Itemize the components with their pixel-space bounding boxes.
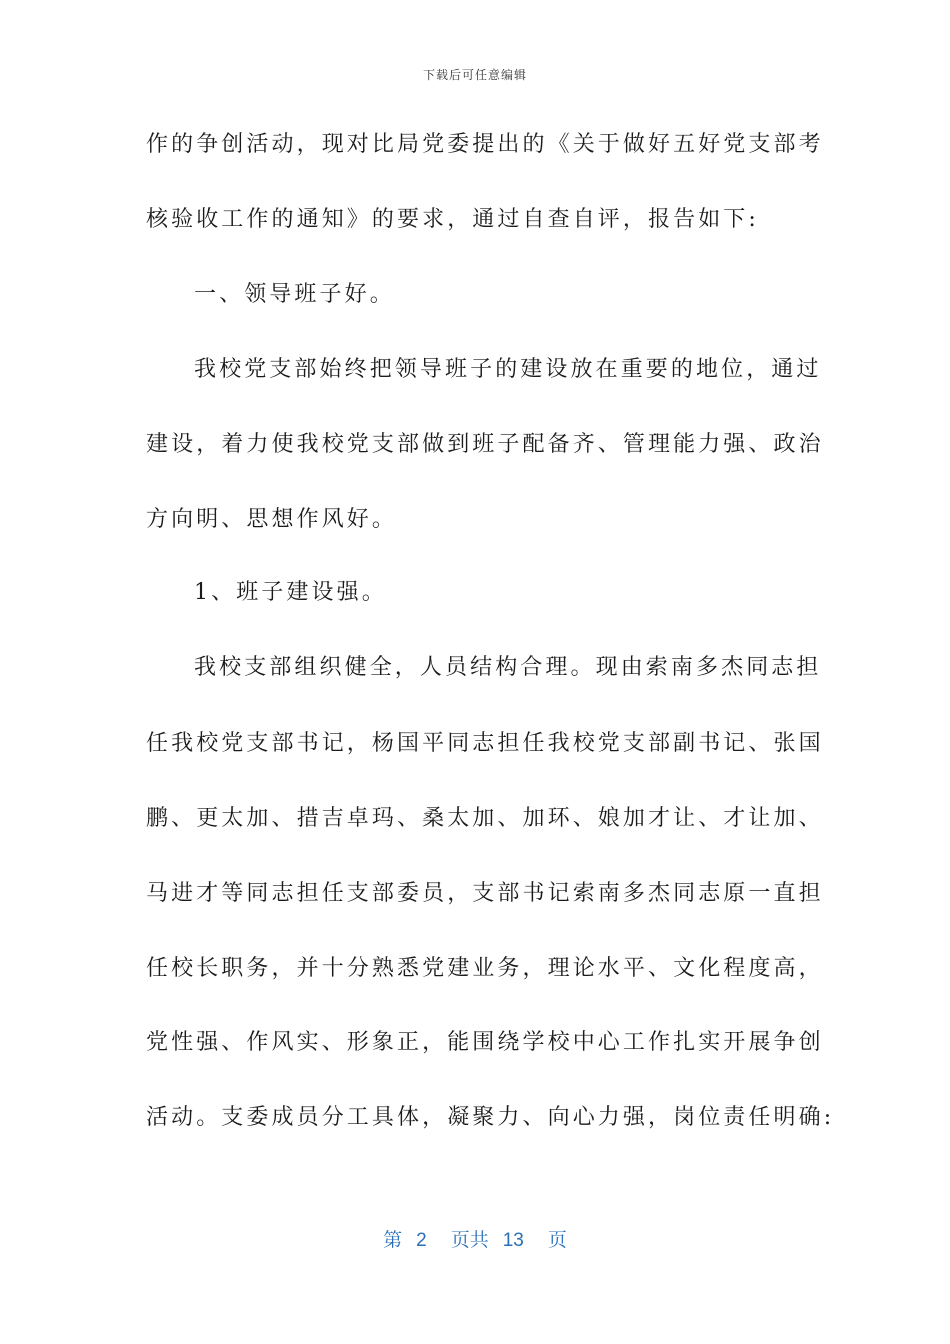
footer-middle: 页共 xyxy=(450,1230,489,1251)
subsection-heading: 1、班子建设强。 xyxy=(194,580,387,605)
body-line: 马进才等同志担任支部委员，支部书记索南多杰同志原一直担 xyxy=(146,881,824,906)
body-line: 鹏、更太加、措吉卓玛、桑太加、加环、娘加才让、才让加、 xyxy=(146,806,824,831)
footer-prefix: 第 xyxy=(383,1230,403,1251)
body-line: 活动。支委成员分工具体，凝聚力、向心力强，岗位责任明确: xyxy=(146,1105,835,1130)
body-line: 任我校党支部书记，杨国平同志担任我校党支部副书记、张国 xyxy=(146,731,824,756)
page-header-note: 下载后可任意编辑 xyxy=(422,68,527,82)
body-line: 建设，着力使我校党支部做到班子配备齐、管理能力强、政治 xyxy=(146,432,824,457)
body-line: 党性强、作风实、形象正，能围绕学校中心工作扎实开展争创 xyxy=(146,1030,824,1055)
current-page-number: 2 xyxy=(416,1230,427,1251)
body-line: 我校支部组织健全，人员结构合理。现由索南多杰同志担 xyxy=(194,655,822,680)
total-pages-number: 13 xyxy=(502,1230,524,1251)
body-line: 任校长职务，并十分熟悉党建业务，理论水平、文化程度高， xyxy=(146,956,824,981)
body-line: 核验收工作的通知》的要求，通过自查自评，报告如下: xyxy=(146,207,759,232)
body-line: 作的争创活动，现对比局党委提出的《关于做好五好党支部考 xyxy=(146,132,824,157)
section-heading: 一、领导班子好。 xyxy=(194,282,395,307)
footer-suffix: 页 xyxy=(547,1230,567,1251)
body-line: 方向明、思想作风好。 xyxy=(146,507,398,532)
page-number-footer xyxy=(0,1225,950,1252)
body-line: 我校党支部始终把领导班子的建设放在重要的地位，通过 xyxy=(194,357,822,382)
